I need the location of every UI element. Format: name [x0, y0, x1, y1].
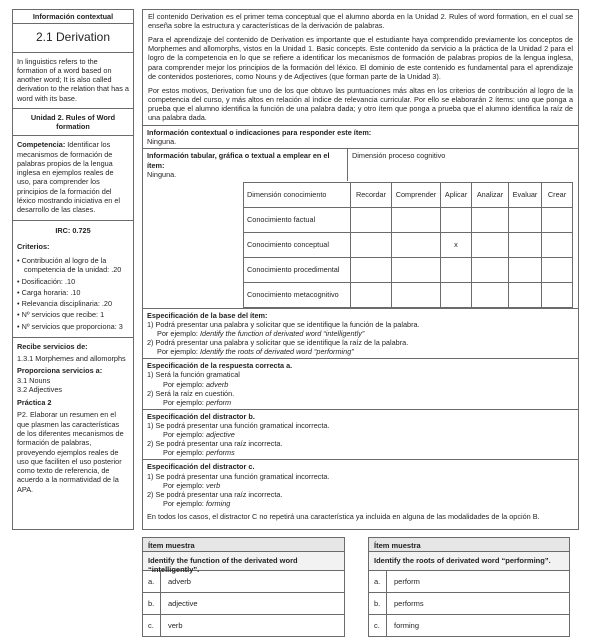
answer-option[interactable] [143, 615, 344, 636]
competence-text: Identificar los mecanismos de formación de palabras propios de la lengua inglesa en ejemplos reales de uso, para comprender los principios de la formación del léxico mostrando iniciativa en el desarrollo de las clases. [17, 140, 121, 215]
practice-text: P2. Elaborar un resumen en el que plasmen las características de los diferentes mecanismos de formación de palabras, proveyendo ejemplos reales de uso que faciliten el uso posterior como texto de referencia, de acuerdo a la normatividad de la APA. [17, 410, 124, 494]
matrix-row [244, 232, 573, 257]
cognitive-matrix-section [143, 148, 578, 307]
knowledge-row-label: Conocimiento factual [244, 207, 351, 232]
sample-item-header: Ítem muestra [143, 538, 344, 552]
base-label: Especificación de la base del ítem: [147, 310, 268, 320]
provides-label: Proporciona servicios a: [17, 366, 103, 376]
option-letter: c. [369, 615, 387, 636]
context-info-section [143, 125, 578, 148]
knowledge-row-label: Conocimiento metacognitivo [244, 282, 351, 307]
option-letter: b. [369, 593, 387, 614]
item-specification [142, 9, 579, 530]
closing-note: En todos los casos, el distractor C no repetirá una característica ya incluida en alguna de las modalidades de la opción B. [147, 511, 540, 521]
matrix-header-row [244, 182, 573, 207]
distractor-b-section: Especificación del distractor b. 1) Se podrá presentar una función gramatical incorrecta. Por ejemplo: adjective 2) Se podrá presentar una raíz incorrecta. Por ejemplo: performs [143, 409, 578, 460]
distractor-b-label: Especificación del distractor b. [147, 411, 255, 421]
base-example-2: Identify the roots of derivated word “performing” [200, 347, 354, 357]
criteria-label: Criterios: [17, 241, 50, 251]
tabular-value: Ninguna. [147, 169, 177, 179]
process-col: Crear [542, 182, 573, 207]
criteria-block [13, 221, 133, 337]
distractor-c-label: Especificación del distractor c. [147, 462, 255, 472]
process-col: Recordar [351, 182, 392, 207]
info-label: Información contextual o indicaciones para responder este ítem: [147, 128, 372, 138]
competence-block [13, 136, 133, 221]
matrix-row [244, 207, 573, 232]
option-text: performs [394, 599, 424, 608]
criteria-item: • Nº servicios que recibe: 1 [17, 310, 105, 320]
services-block [13, 338, 133, 498]
item-base-section: Especificación de la base del ítem: 1) Podrá presentar una palabra y solicitar que se identifique la función de la palabra. Por ejemplo: Identify the function of derivated word “intelligently” 2) Podrá presentar una palabra y solicitar que se identifique la raíz de la palabra. Por ejemplo: Identify the roots of derivated word “performing” [143, 308, 578, 359]
matrix-row [244, 282, 573, 307]
criteria-item: • Relevancia disciplinaria: .20 [17, 299, 113, 309]
sample-item-function [142, 537, 345, 637]
context-header: Información contextual [13, 10, 133, 24]
context-sidebar [12, 9, 134, 530]
option-letter: b. [143, 593, 161, 614]
practice-label: Práctica 2 [17, 398, 52, 408]
criteria-list [17, 256, 129, 331]
criteria-item: • Dosificación: .10 [17, 276, 76, 286]
option-text: forming [394, 621, 420, 630]
distractor-c-section: Especificación del distractor c. 1) Se podrá presentar una función gramatical incorrecta. Por ejemplo: verb 2) Se podrá presentar una raíz incorrecta. Por ejemplo: forming En todos los casos, el distractor C no repetirá una característica ya incluida en alguna de las modalidades de la opción B. [143, 459, 578, 523]
option-text: verb [168, 621, 183, 630]
receives-value: 1.3.1 Morphemes and allomorphs [17, 354, 126, 364]
matrix-row [244, 257, 573, 282]
answer-option[interactable] [143, 571, 344, 593]
topic-title: 2.1 Derivation [13, 24, 133, 52]
process-col: Evaluar [509, 182, 542, 207]
topic-definition: In linguistics refers to the formation of a word based on another word; It is also called derivation to the relation that has a word with its base. [13, 53, 133, 109]
process-col: Analizar [472, 182, 509, 207]
receives-label: Recibe servicios de: [17, 341, 88, 351]
process-col: Aplicar [441, 182, 472, 207]
provides-item: 3.1 Nouns [17, 375, 51, 385]
sample-item-header: Ítem muestra [369, 538, 569, 552]
answer-option[interactable] [369, 593, 569, 615]
sample-item-question: Identify the function of the derivated word “intelligently”. [143, 552, 344, 571]
rationale-paragraph: Para el aprendizaje del contenido de Derivation es importante que el estudiante haya comprendido previamente los conceptos de Morphemes and allomorphs, vistos en la Unidad 1. Basic concepts. Este contenido da servicio a la práctica de la Unidad 2 para el logro de la competencia en lo que se refiere a identificar los mecanismos de formación de palabras propios de la lengua inglesa, para comprender mejor los principios de la formación del léxico. El dominio de este contenido es fundamental para el aprendizaje de contenidos posteriores, como Nouns y de Adjectives (que forman parte de la Unidad 3). [148, 35, 573, 81]
answer-option[interactable] [369, 615, 569, 636]
provides-item: 3.2 Adjectives [17, 384, 63, 394]
knowledge-row-label: Conocimiento conceptual [244, 232, 351, 257]
irc-value: IRC: 0.725 [55, 226, 91, 236]
cognitive-matrix [243, 182, 573, 308]
option-letter: c. [143, 615, 161, 636]
sample-item-roots [368, 537, 570, 637]
option-text: adverb [168, 577, 191, 586]
answer-option[interactable] [369, 571, 569, 593]
tabular-label: Información tabular, gráfica o textual a emplear en el ítem: [147, 151, 330, 170]
criteria-item: • Nº servicios que proporciona: 3 [17, 321, 123, 331]
process-dimension-label: Dimensión proceso cognitivo [352, 151, 446, 161]
base-example-1: Identify the function of derivated word “intelligently” [200, 328, 365, 338]
correct-label: Especificación de la respuesta correcta a. [147, 361, 293, 371]
base-spec-2: 2) Podrá presentar una palabra y solicitar que se identifique la raíz de la palabra. [147, 338, 409, 348]
sample-item-question: Identify the roots of derivated word “performing”. [369, 552, 569, 571]
intro-paragraph: El contenido Derivation es el primer tema conceptual que el alumno aborda en la Unidad 2. Rules of word formation, en el cual se enseña sobre la estructura y características de la derivación de palabras. [148, 12, 573, 31]
knowledge-row-label: Conocimiento procedimental [244, 257, 351, 282]
matrix-mark: x [441, 232, 472, 257]
option-text: perform [394, 577, 420, 586]
competence-label: Competencia: [17, 140, 66, 150]
option-letter: a. [143, 571, 161, 592]
base-spec-1: 1) Podrá presentar una palabra y solicitar que se identifique la función de la palabra. [147, 319, 420, 329]
info-value: Ninguna. [147, 137, 177, 147]
correct-answer-section: Especificación de la respuesta correcta a. 1) Será la función gramatical Por ejemplo: adverb 2) Será la raíz en cuestión. Por ejemplo: perform [143, 358, 578, 409]
knowledge-header: Dimensión conocimiento [244, 182, 351, 207]
relevance-paragraph: Por estos motivos, Derivation fue uno de los que obtuvo las puntuaciones más altas en los criterios de contribución al logro de la competencia del curso, y más altos en relación al índice de relevancia curricular. Por ello se elaborarán 2 ítems: uno que ponga a prueba que el alumno identifica la función de una palabra dada; y otro ítem que ponga a prueba que el alumno identifica la raíz de una palabra dada. [148, 85, 573, 123]
process-col: Comprender [392, 182, 441, 207]
option-letter: a. [369, 571, 387, 592]
option-text: adjective [168, 599, 198, 608]
criteria-item: • Carga horaria: .10 [17, 287, 81, 297]
criteria-item: • Contribución al logro de la competencia de la unidad: .20 [17, 256, 122, 275]
answer-option[interactable] [143, 593, 344, 615]
unit-title: Unidad 2. Rules of Word formation [30, 112, 116, 132]
